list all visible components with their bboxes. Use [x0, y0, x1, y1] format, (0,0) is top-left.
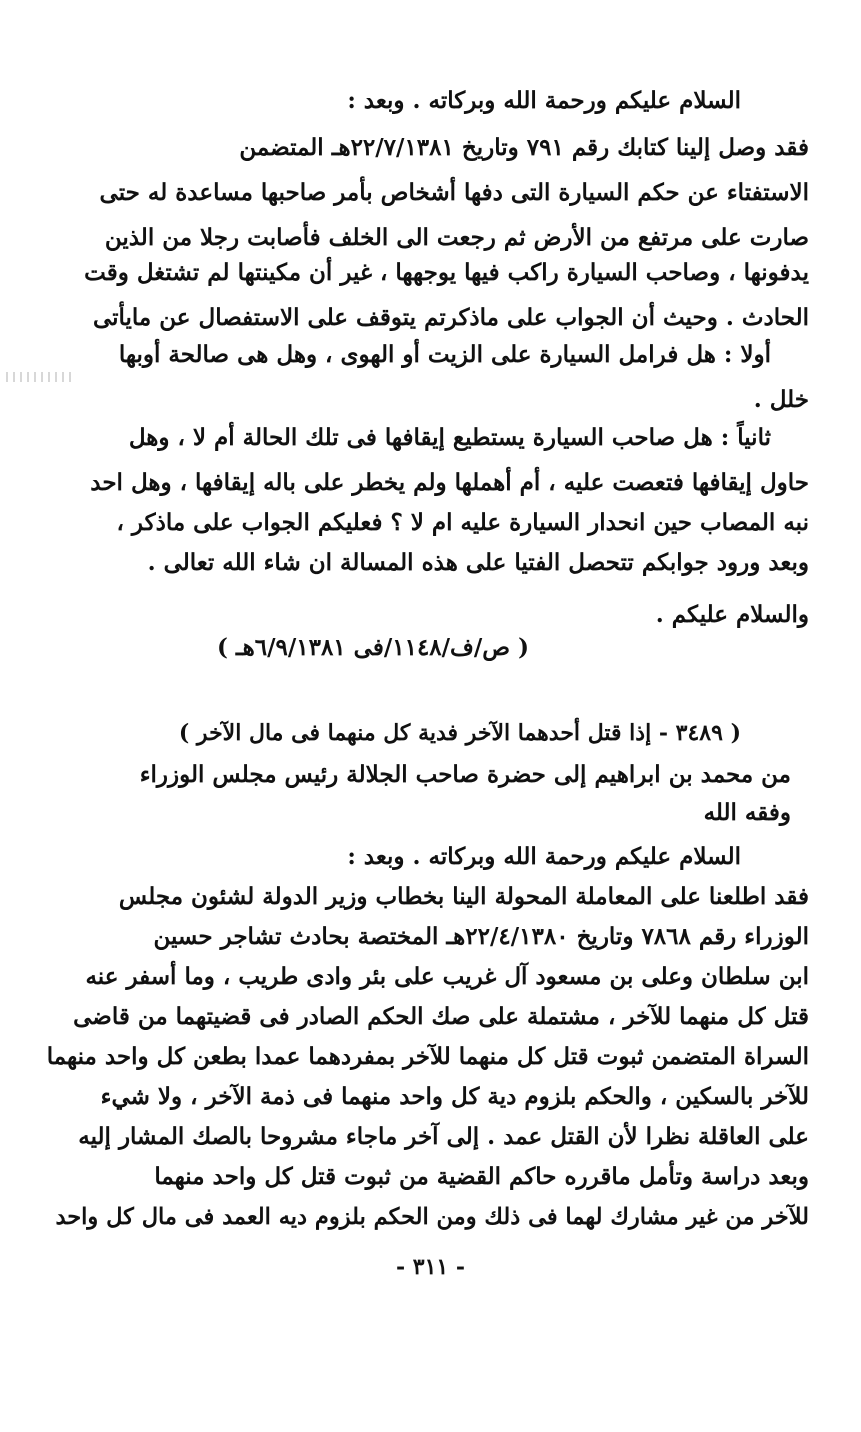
letter2-address: وفقه الله [703, 799, 791, 826]
letter1-line: والسلام عليكم . [655, 601, 809, 628]
letter2-line: السراة المتضمن ثبوت قتل كل منهما للآخر بمفردهما عمدا بطعن كل واحد منهما [46, 1043, 809, 1070]
letter2-heading: ( ٣٤٨٩ - إذا قتل أحدهما الآخر فدية كل منهما فى مال الآخر ) [178, 720, 741, 746]
letter1-line: ثانياً : هل صاحب السيارة يستطيع إيقافها فى تلك الحالة أم لا ، وهل [128, 424, 771, 451]
letter1-line: صارت على مرتفع من الأرض ثم رجعت الى الخلف فأصابت رجلا من الذين [104, 224, 809, 251]
letter1-line: نبه المصاب حين انحدار السيارة عليه ام لا ؟ فعليكم الجواب على ماذكر ، [116, 509, 809, 536]
letter1-line: يدفونها ، وصاحب السيارة راكب فيها يوجهها ، غير أن مكينتها لم تشتغل وقت [84, 259, 809, 286]
page-number: - ٣١١ - [395, 1254, 466, 1280]
letter2-line: الوزراء رقم ٧٨٦٨ وتاريخ ٢٢/٤/١٣٨٠هـ المختصة بحادث تشاجر حسين [153, 923, 809, 950]
letter1-line: الاستفتاء عن حكم السيارة التى دفها أشخاص بأمر صاحبها مساعدة له حتى [99, 179, 809, 206]
letter1-greeting: السلام عليكم ورحمة الله وبركاته . وبعد : [347, 87, 741, 114]
letter2-address: من محمد بن ابراهيم إلى حضرة صاحب الجلالة رئيس مجلس الوزراء [139, 761, 791, 788]
letter2-line: ابن سلطان وعلى بن مسعود آل غريب على بئر وادى طريب ، وما أسفر عنه [85, 963, 809, 990]
letter1-line: فقد وصل إلينا كتابك رقم ٧٩١ وتاريخ ٢٢/٧/١٣٨١هـ المتضمن [239, 134, 809, 161]
letter2-greeting: السلام عليكم ورحمة الله وبركاته . وبعد : [347, 843, 741, 870]
letter2-line: للآخر بالسكين ، والحكم بلزوم دية كل واحد منهما فى ذمة الآخر ، ولا شيء [100, 1083, 809, 1110]
letter2-line: وبعد دراسة وتأمل ماقرره حاكم القضية من ثبوت قتل كل واحد منهما [154, 1163, 809, 1190]
letter1-line: الحادث . وحيث أن الجواب على ماذكرتم يتوقف على الاستفصال عن مايأتى [92, 304, 809, 331]
letter1-line: حاول إيقافها فتعصت عليه ، أم أهملها ولم يخطر على باله إيقافها ، وهل احد [90, 469, 809, 496]
scan-noise [6, 372, 76, 382]
letter2-line: فقد اطلعنا على المعاملة المحولة الينا بخطاب وزير الدولة لشئون مجلس [118, 883, 809, 910]
letter2-line: للآخر من غير مشارك لهما فى ذلك ومن الحكم بلزوم ديه العمد فى مال كل واحد [55, 1204, 809, 1230]
letter1-line: وبعد ورود جوابكم تتحصل الفتيا على هذه المسالة ان شاء الله تعالى . [147, 549, 809, 576]
letter2-line: قتل كل منهما للآخر ، مشتملة على صك الحكم الصادر فى قضيتهما من قاضى [73, 1003, 809, 1030]
letter1-reference: ( ص/ف/١١٤٨/فى ٦/٩/١٣٨١هـ ) [216, 634, 529, 661]
letter1-line: خلل . [753, 386, 809, 413]
letter2-line: على العاقلة نظرا لأن القتل عمد . إلى آخر ماجاء مشروحا بالصك المشار إليه [78, 1123, 809, 1150]
letter1-line: أولا : هل فرامل السيارة على الزيت أو الهوى ، وهل هى صالحة أوبها [118, 341, 771, 368]
